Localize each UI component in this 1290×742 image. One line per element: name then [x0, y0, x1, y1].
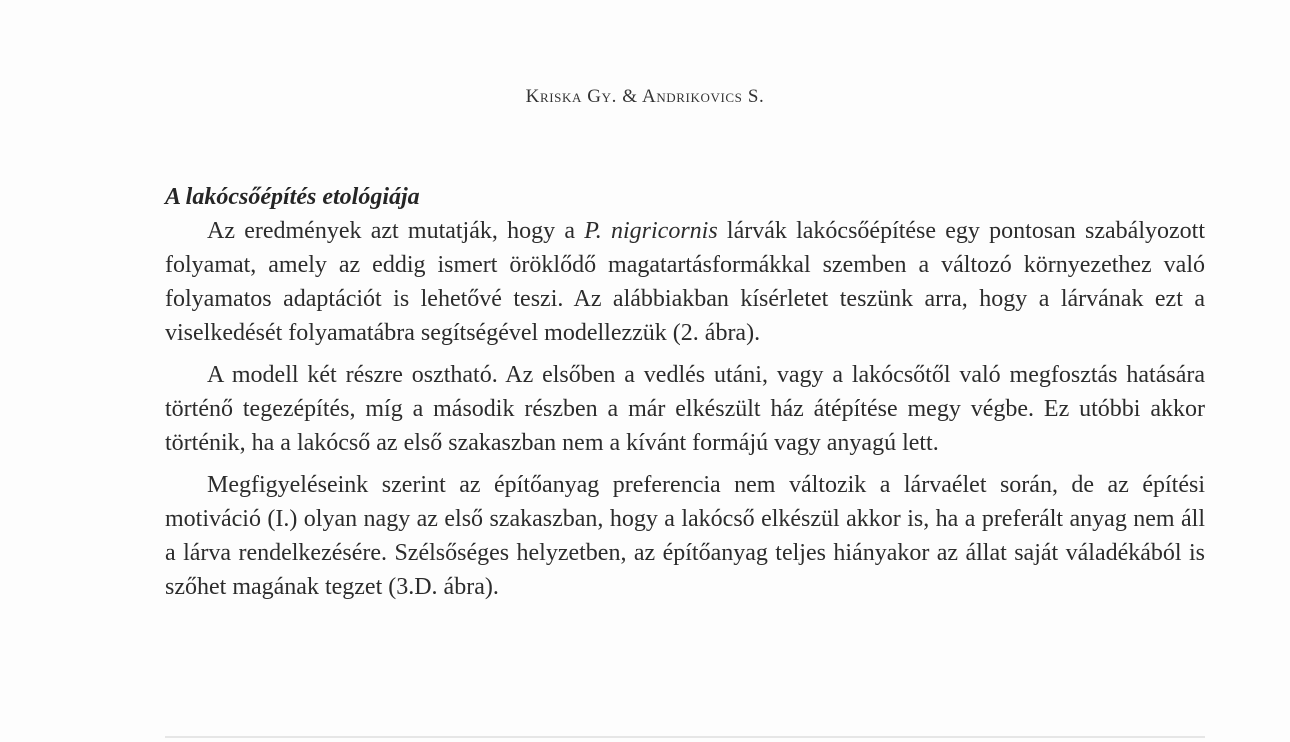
paragraph-1-text-end: lárvák lakócsőépítése egy pontosan szabályozott folyamat, amely az eddig ismert öröklődő magatartásformákkal szemben a változó környezethez való folyamatos adaptációt is lehetővé teszi. Az alábbiakban kísérletet teszünk arra, hogy a lárvának ezt a viselkedését folyamatábra segítségével modellezzük (2. ábra).	[165, 218, 1205, 346]
paragraph-1	[165, 214, 1205, 350]
paragraph-2: A modell két részre osztható. Az elsőben a vedlés utáni, vagy a lakócsőtől való megfosztás hatására történő tegezépítés, míg a második részben a már elkészült ház átépítése megy végbe. Ez utóbbi akkor történik, ha a lakócső az első szakaszban nem a kívánt formájú vagy anyagú lett.	[165, 362, 1205, 456]
section	[165, 180, 1205, 604]
species-name: P. nigricornis	[584, 218, 718, 244]
paragraph-1-text-start: Az eredmények azt mutatják, hogy a	[207, 218, 585, 244]
paragraph-3: Megfigyeléseink szerint az építőanyag preferencia nem változik a lárvaélet során, de az építési motiváció (I.) olyan nagy az első szakaszban, hogy a lakócső elkészül akkor is, ha a preferált anyag nem áll a lárva rendelkezésére. Szélsőséges helyzetben, az építőanyag teljes hiányakor az állat saját váladékából is szőhet magának tegzet (3.D. ábra).	[165, 472, 1205, 600]
bottom-divider	[165, 736, 1205, 738]
section-title: A lakócsőépítés etológiája	[165, 184, 420, 210]
running-head: Kriska Gy. & Andrikovics S.	[525, 86, 765, 107]
